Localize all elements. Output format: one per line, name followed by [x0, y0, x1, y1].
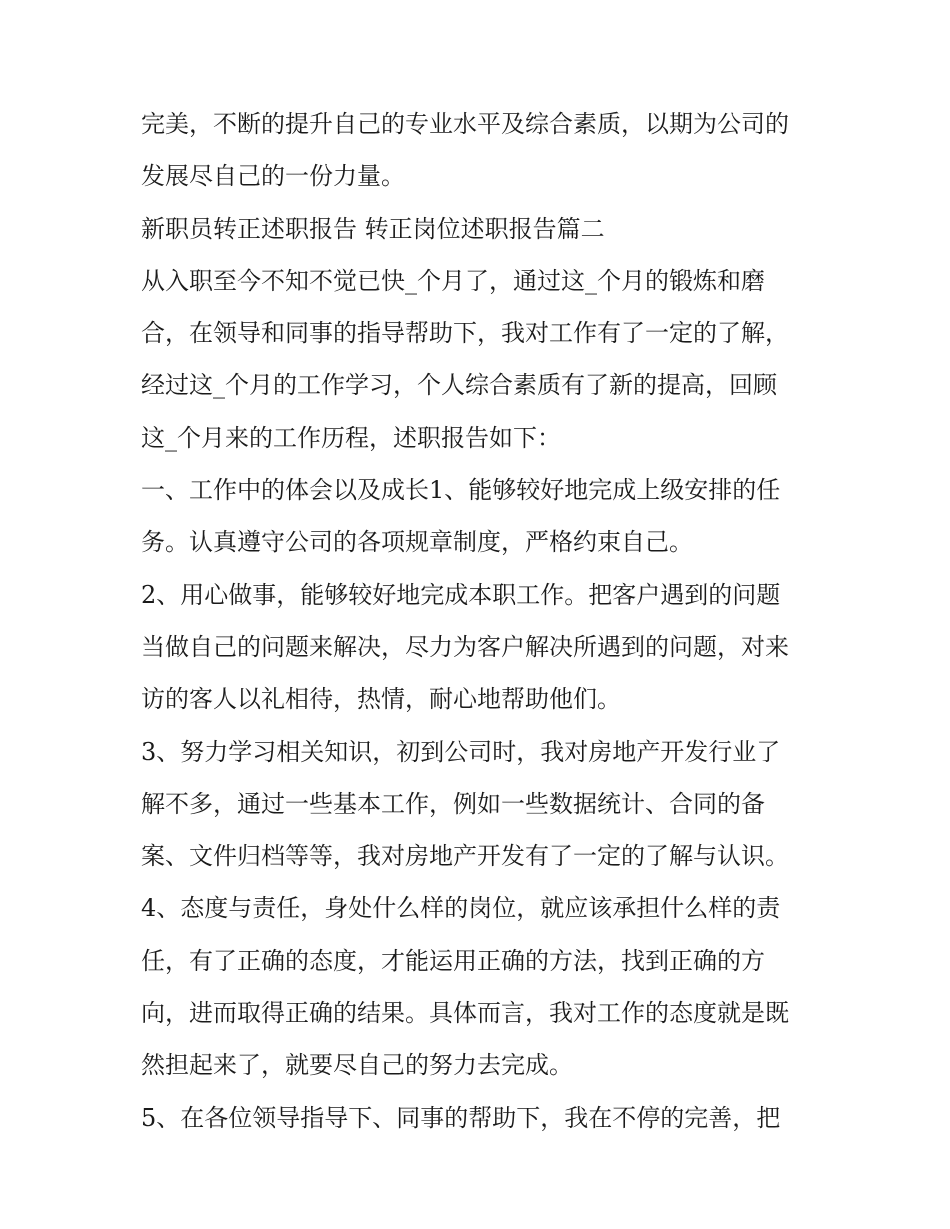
text-line: 务。认真遵守公司的各项规章制度，严格约束自己。 — [141, 528, 693, 557]
text-line: 3、努力学习相关知识，初到公司时，我对房地产开发行业了 — [141, 737, 781, 766]
text-line: 合，在领导和同事的指导帮助下，我对工作有了一定的了解， — [141, 319, 789, 348]
text-line: 4、态度与责任，身处什么样的岗位，就应该承担什么样的责 — [141, 894, 781, 923]
text-line: 案、文件归档等等，我对房地产开发有了一定的了解与认识。 — [141, 842, 789, 871]
section-heading: 新职员转正述职报告 转正岗位述职报告篇二 — [141, 214, 605, 243]
text-line: 解不多，通过一些基本工作，例如一些数据统计、合同的备 — [141, 789, 765, 818]
document-body — [141, 107, 821, 1135]
text-line: 这_个月来的工作历程，述职报告如下： — [141, 423, 561, 452]
text-line: 访的客人以礼相待，热情，耐心地帮助他们。 — [141, 685, 621, 714]
text-line: 完美，不断的提升自己的专业水平及综合素质，以期为公司的 — [141, 110, 789, 138]
text-line: 从入职至今不知不觉已快_个月了，通过这_个月的锻炼和磨 — [141, 266, 765, 295]
text-line: 经过这_个月的工作学习，个人综合素质有了新的提高，回顾 — [141, 371, 777, 400]
text-line: 向，进而取得正确的结果。具体而言，我对工作的态度就是既 — [141, 999, 789, 1028]
text-line: 5、在各位领导指导下、同事的帮助下，我在不停的完善，把 — [141, 1103, 781, 1132]
text-line: 发展尽自己的一份力量。 — [141, 162, 405, 191]
text-line: 一、工作中的体会以及成长1、能够较好地完成上级安排的任 — [141, 476, 781, 505]
text-line: 然担起来了，就要尽自己的努力去完成。 — [141, 1051, 573, 1080]
text-line: 当做自己的问题来解决，尽力为客户解决所遇到的问题，对来 — [141, 632, 789, 661]
text-line: 2、用心做事，能够较好地完成本职工作。把客户遇到的问题 — [141, 580, 781, 609]
text-line: 任，有了正确的态度，才能运用正确的方法，找到正确的方 — [141, 946, 765, 975]
